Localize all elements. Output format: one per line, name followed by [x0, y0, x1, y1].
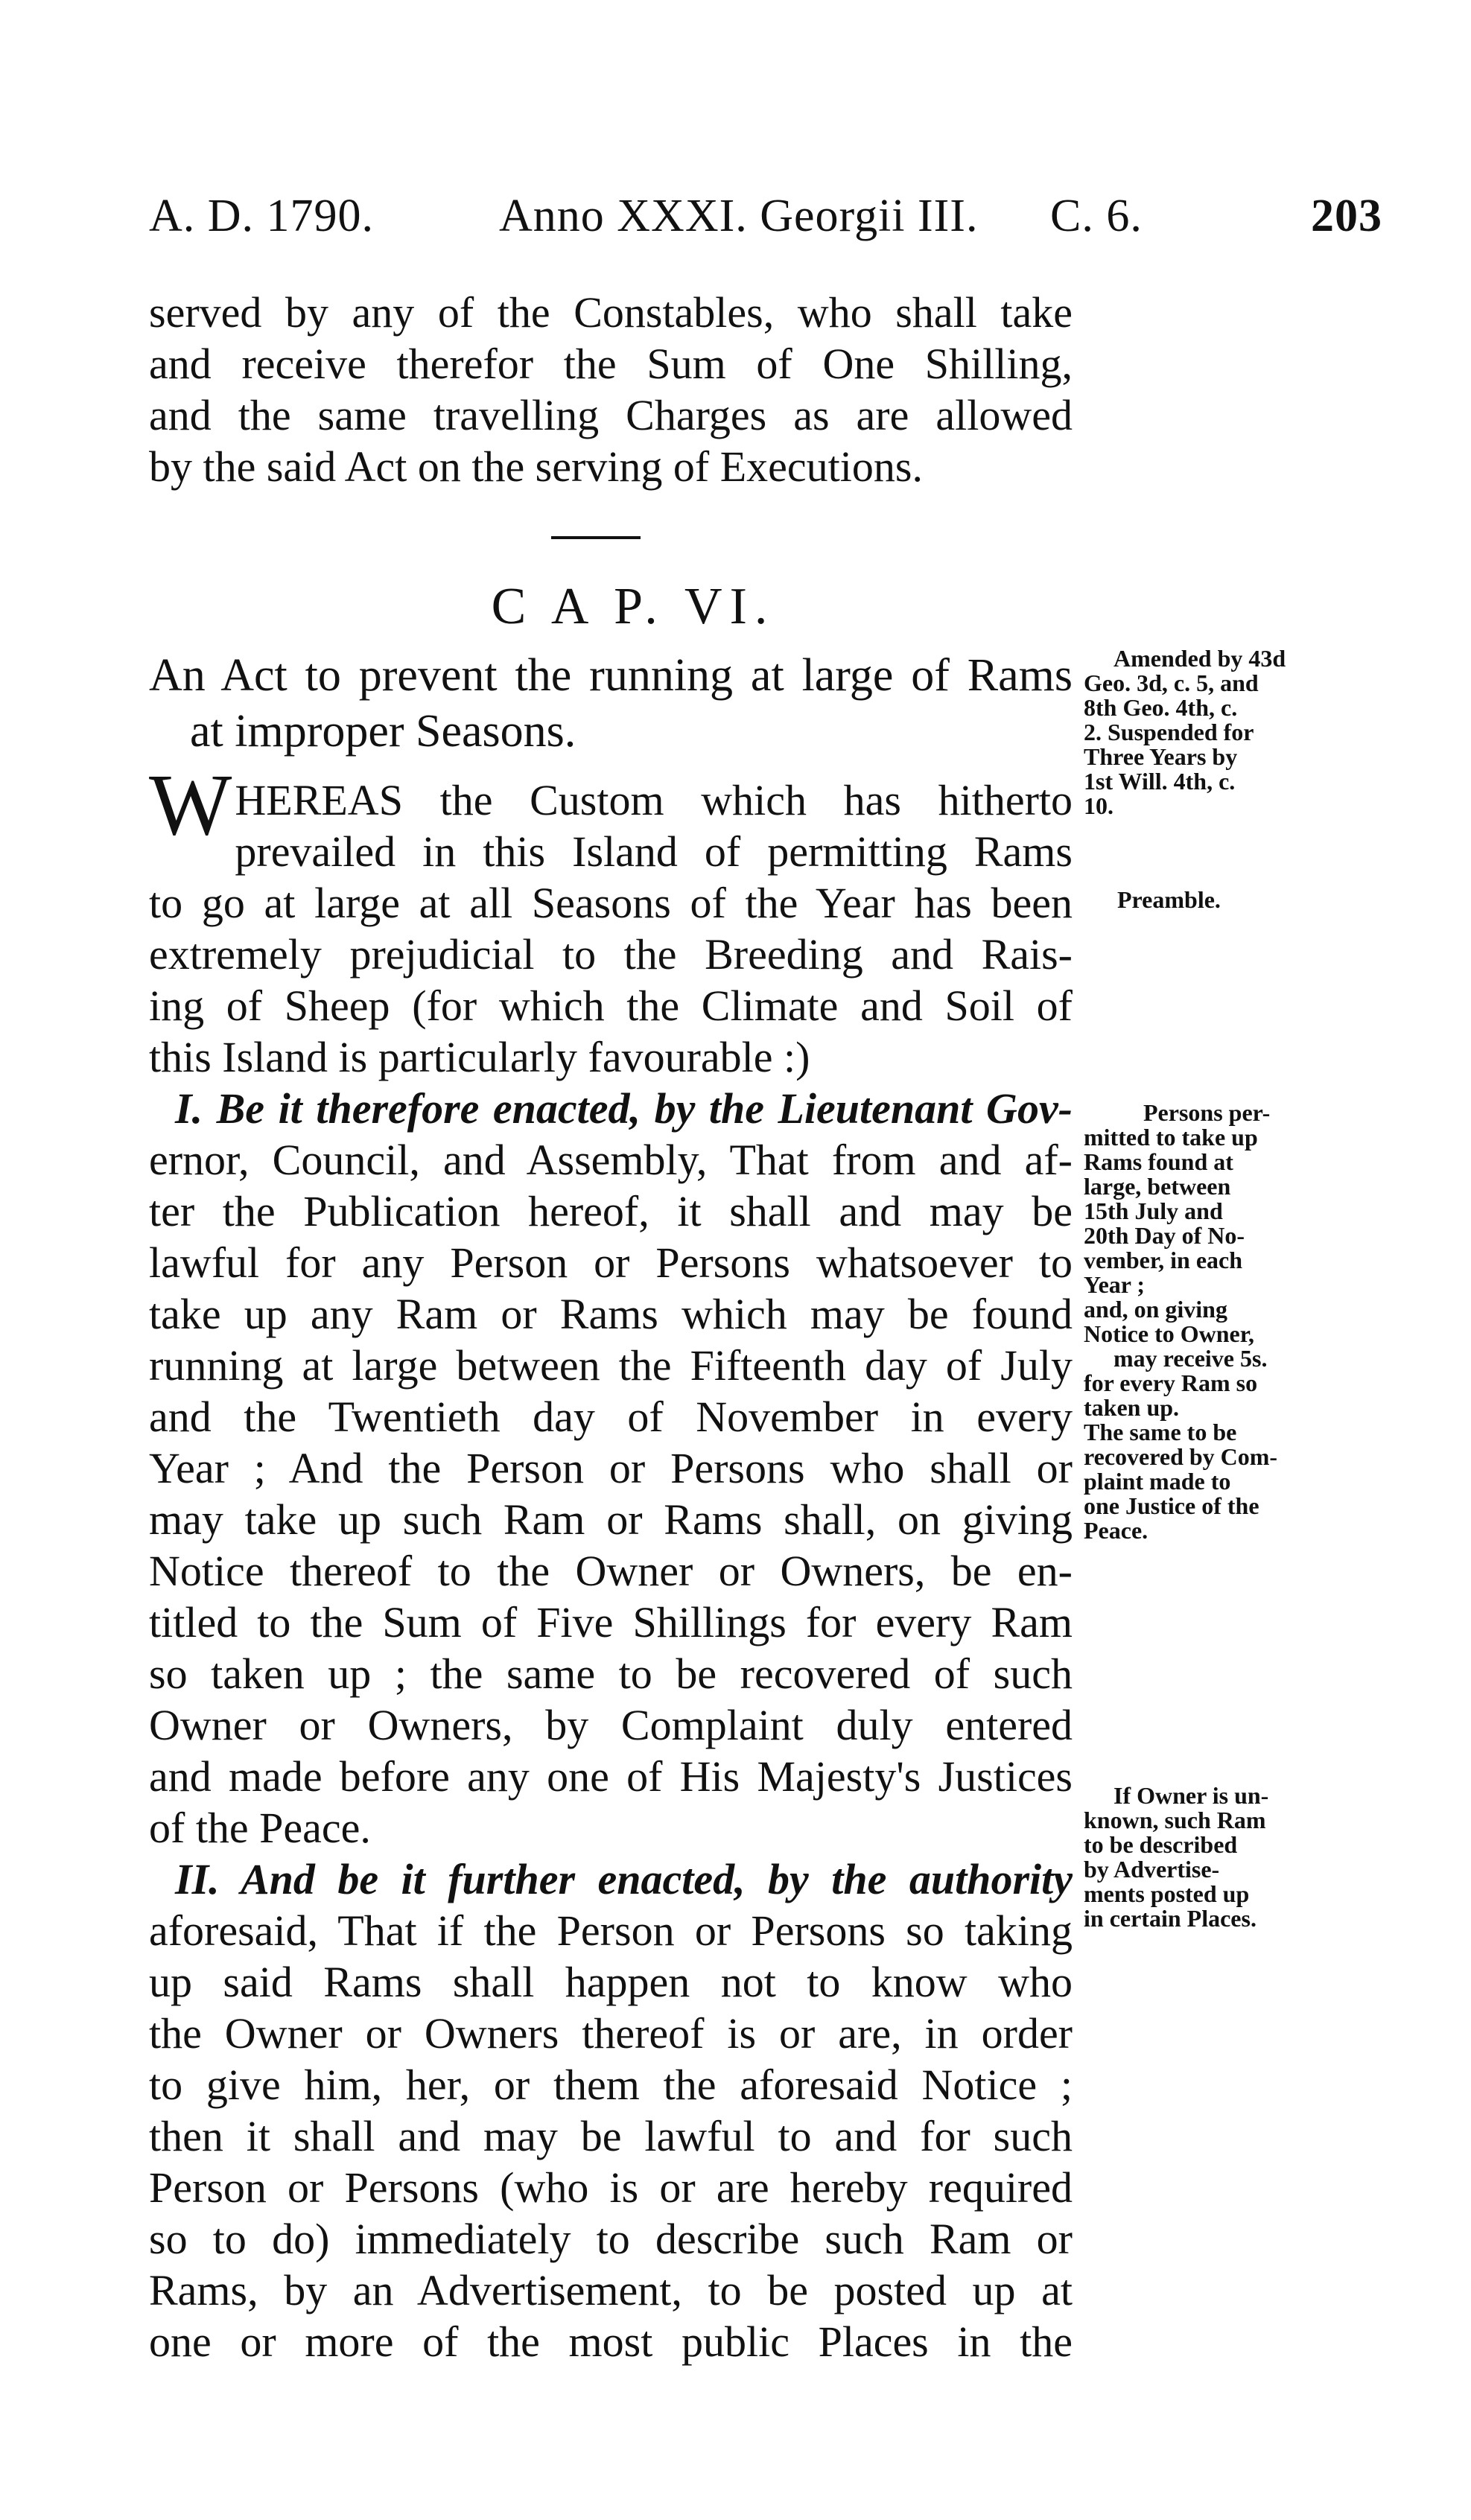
margin-note-line: to be described — [1084, 1831, 1238, 1858]
margin-note-preamble: Preamble. — [1117, 886, 1221, 913]
opening-paragraph — [149, 287, 1073, 492]
text-line: lawful for any Person or Persons whatsoever to — [149, 1238, 1073, 1287]
act-title-line: at improper Seasons. — [190, 706, 576, 757]
text-line: HEREAS the Custom which has hitherto — [235, 776, 1073, 824]
section-enacting-clause: I. Be it therefore enacted, by the Lieutenant Gov- — [175, 1084, 1073, 1133]
margin-note-line: ments posted up — [1084, 1880, 1250, 1907]
text-line: Notice thereof to the Owner or Owners, be en- — [149, 1547, 1073, 1595]
margin-note-line: Geo. 3d, c. 5, and — [1084, 669, 1259, 696]
margin-note-line: may receive 5s. — [1113, 1345, 1268, 1372]
text-line: Rams, by an Advertisement, to be posted up at — [149, 2266, 1073, 2314]
text-line: ter the Publication hereof, it shall and may be — [149, 1187, 1073, 1235]
text-line: running at large between the Fifteenth day of July — [149, 1341, 1073, 1390]
margin-note-owner-unknown — [1084, 1784, 1344, 1931]
running-head-chapter: C. 6. — [1050, 191, 1143, 241]
text-line: by the said Act on the serving of Executions. — [149, 442, 923, 491]
text-line: one or more of the most public Places in the — [149, 2317, 1073, 2366]
margin-note-line: Rams found at — [1084, 1148, 1233, 1175]
text-line: to go at large at all Seasons of the Year has been — [149, 879, 1073, 927]
margin-note-line: plaint made to — [1084, 1468, 1231, 1495]
margin-note-line: 8th Geo. 4th, c. — [1084, 694, 1238, 721]
section-2 — [149, 1854, 1073, 2367]
text-line: so taken up ; the same to be recovered of such — [149, 1649, 1073, 1698]
drop-cap: W — [149, 756, 232, 853]
margin-note-line: 2. Suspended for — [1084, 719, 1254, 745]
section-divider — [551, 536, 641, 539]
text-line: extremely prejudicial to the Breeding and Rais- — [149, 930, 1073, 979]
text-line: the Owner or Owners thereof is or are, in order — [149, 2009, 1073, 2058]
margin-note-amendments — [1084, 646, 1344, 818]
margin-note-line: for every Ram so — [1084, 1369, 1258, 1396]
margin-note-line: Peace. — [1084, 1517, 1148, 1544]
act-title-line: An Act to prevent the running at large of Rams — [149, 650, 1073, 701]
text-line: ing of Sheep (for which the Climate and Soil of — [149, 981, 1073, 1030]
margin-note-line: by Advertise- — [1084, 1856, 1220, 1883]
section-enacting-clause: II. And be it further enacted, by the authority — [175, 1855, 1073, 1903]
running-head-year: A. D. 1790. — [149, 191, 375, 241]
text-line: ernor, Council, and Assembly, That from and af- — [149, 1136, 1073, 1184]
preamble — [149, 756, 1073, 1083]
act-title — [149, 648, 1073, 760]
text-line: and the same travelling Charges as are allowed — [149, 391, 1073, 439]
text-line: then it shall and may be lawful to and for such — [149, 2112, 1073, 2160]
margin-note-line: Three Years by — [1084, 743, 1238, 770]
margin-note-line: 20th Day of No- — [1084, 1222, 1245, 1249]
margin-note-line: Amended by 43d — [1113, 645, 1286, 672]
text-line: of the Peace. — [149, 1804, 371, 1852]
text-line: may take up such Ram or Rams shall, on giving — [149, 1495, 1073, 1544]
margin-note-line: mitted to take up — [1084, 1124, 1258, 1151]
margin-note-line: vember, in each — [1084, 1247, 1243, 1273]
margin-note-line: taken up. — [1084, 1394, 1180, 1421]
text-line: aforesaid, That if the Person or Persons so taking — [149, 1906, 1073, 1955]
margin-note-line: 15th July and — [1084, 1197, 1223, 1224]
text-line: up said Rams shall happen not to know who — [149, 1958, 1073, 2006]
text-line: and the Twentieth day of November in every — [149, 1393, 1073, 1441]
running-head-regnal-year: Anno XXXI. Georgii III. — [499, 191, 979, 241]
text-line: titled to the Sum of Five Shillings for every Ram — [149, 1598, 1073, 1646]
text-line: Year ; And the Person or Persons who shall or — [149, 1444, 1073, 1492]
margin-note-line: recovered by Com- — [1084, 1443, 1278, 1470]
margin-note-line: 10. — [1084, 792, 1113, 819]
section-1 — [149, 1083, 1073, 1854]
text-line: take up any Ram or Rams which may be found — [149, 1290, 1073, 1338]
margin-note-line: If Owner is un- — [1113, 1782, 1269, 1809]
page-number: 203 — [1311, 191, 1382, 241]
text-line: prevailed in this Island of permitting Rams — [235, 827, 1073, 876]
text-line: Person or Persons (who is or are hereby required — [149, 2163, 1073, 2212]
margin-note-line: large, between — [1084, 1173, 1231, 1200]
text-line: to give him, her, or them the aforesaid Notice ; — [149, 2061, 1073, 2109]
text-line: this Island is particularly favourable :) — [149, 1033, 810, 1081]
margin-note-persons-permitted — [1084, 1101, 1344, 1543]
margin-note-line: in certain Places. — [1084, 1905, 1256, 1932]
text-line: Owner or Owners, by Complaint duly entered — [149, 1701, 1073, 1749]
margin-note-line: Persons per- — [1143, 1099, 1271, 1126]
text-line: and receive therefor the Sum of One Shilling, — [149, 340, 1073, 388]
running-head — [149, 190, 1382, 257]
text-line: served by any of the Constables, who shall take — [149, 288, 1073, 337]
margin-note-line: 1st Will. 4th, c. — [1084, 768, 1236, 795]
margin-note-line: and, on giving — [1084, 1296, 1227, 1323]
margin-note-line: The same to be — [1084, 1419, 1237, 1445]
margin-note-line: Year ; — [1084, 1271, 1146, 1298]
act-body — [149, 756, 1073, 2367]
margin-note-line: one Justice of the — [1084, 1492, 1259, 1519]
margin-note-line: known, such Ram — [1084, 1807, 1266, 1833]
margin-note-line: Notice to Owner, — [1084, 1320, 1254, 1347]
text-line: so to do) immediately to describe such Ram or — [149, 2215, 1073, 2263]
chapter-heading: C A P. VI. — [491, 578, 775, 635]
text-line: and made before any one of His Majesty's Justices — [149, 1752, 1073, 1801]
